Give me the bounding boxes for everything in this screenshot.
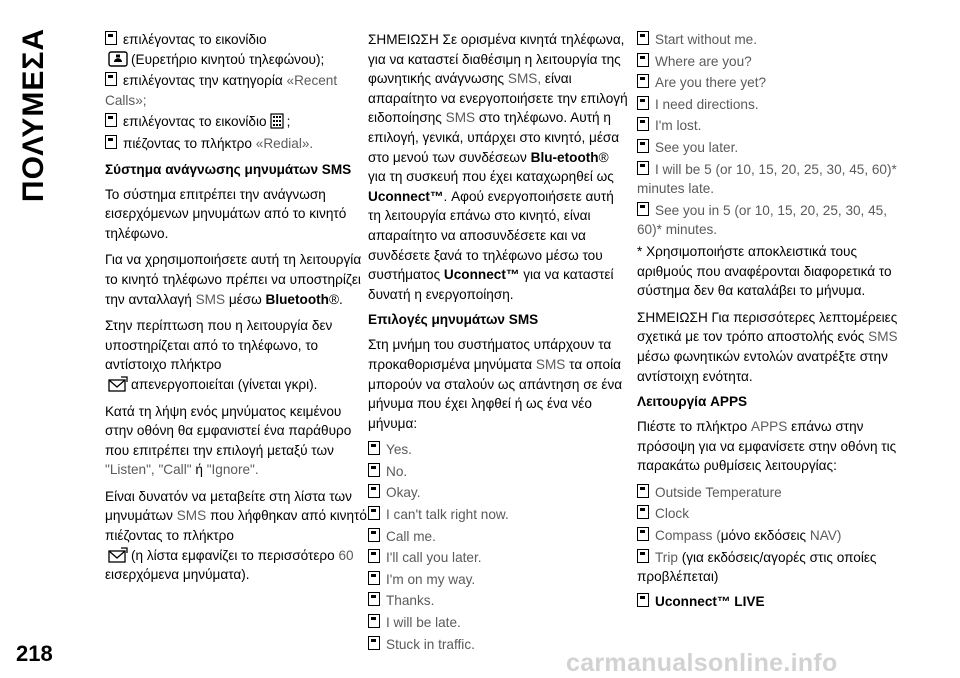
- list-item: Where are you?: [637, 52, 899, 72]
- bullet-icon: [368, 592, 380, 606]
- list-item: Trip (για εκδόσεις/αγορές στις οποίες προβλέπεται): [637, 549, 877, 585]
- list-item: I will be 5 (or 10, 15, 20, 25, 30, 45, 60)* minutes late.: [637, 161, 897, 197]
- list-item: Stuck in traffic.: [368, 635, 630, 655]
- section-heading-sms-reader: Σύστημα ανάγνωσης μηνυμάτων SMS: [105, 161, 352, 177]
- watermark: carmanualsonline.info: [566, 649, 838, 677]
- section-side-title: [14, 27, 54, 203]
- bullet-icon: [637, 117, 649, 131]
- paragraph-unsupported: Στην περίπτωση που η λειτουργία δεν υποστηρίζεται από το τηλέφωνο, το αντίστοιχο πλήκτρο απενεργοποιείται (γίνεται γκρι).: [105, 318, 333, 392]
- bullet-icon: [637, 593, 649, 607]
- bullet-icon: [368, 636, 380, 650]
- paragraph-note-sms: ΣΗΜΕΙΩΣΗ Σε ορισμένα κινητά τηλέφωνα, για να καταστεί διαθέσιμη η λειτουργία της φωνητικής ανάγνωσης SMS, είναι απαραίτητο να ενεργοποιήσετε την επιλογή ειδοποίησης SMS στο τηλέφωνο. Αυτή η επιλογή, γενικά, υπάρχει στο κινητό, μέσα στο μενού των συνδέσεων Blu-etooth® για τη συσκευή που έχει καταχωρηθεί ως Uconnect™. Αφού ενεργοποιήσετε αυτή τη λειτουργία επάνω στο κινητό, είναι απαραίτητο να αποσυνδέσετε και να συνδέσετε ξανά το τηλέφωνο μέσω του συστήματος Uconnect™ για να καταστεί δυνατή η ενεργοποίηση.: [368, 32, 628, 302]
- column-2: [368, 30, 630, 656]
- bullet-icon: [637, 549, 649, 563]
- bullet-icon: [368, 463, 380, 477]
- bullet-icon: [368, 614, 380, 628]
- bullet-icon: [637, 96, 649, 110]
- list-item: I'll call you later.: [368, 548, 630, 568]
- list-item: No.: [368, 462, 630, 482]
- list-item: Compass (μόνο εκδόσεις NAV): [637, 526, 899, 546]
- sms-envelope-icon: [108, 376, 128, 392]
- bullet-keypad-icon: επιλέγοντας το εικονίδιο ;: [105, 112, 367, 132]
- keypad-icon: [270, 113, 284, 129]
- list-item: Uconnect™ LIVE: [637, 592, 899, 612]
- column-3: [637, 30, 899, 613]
- bullet-icon: [368, 571, 380, 585]
- list-item: Clock: [637, 504, 899, 524]
- bullet-icon: [637, 202, 649, 216]
- bullet-icon: [637, 139, 649, 153]
- list-item: Yes.: [368, 440, 630, 460]
- bullet-icon: [637, 527, 649, 541]
- paragraph-predefined: Στη μνήμη του συστήματος υπάρχουν τα προκαθορισμένα μηνύματα SMS τα οποία μπορούν να σταλούν ως απάντηση σε ένα μήνυμα που έχει ληφθεί ή ως ένα νέο μήνυμα:: [368, 337, 623, 431]
- paragraph-note-voice: ΣΗΜΕΙΩΣΗ Για περισσότερες λεπτομέρειες σχετικά με τον τρόπο αποστολής ενός SMS μέσω φωνητικών εντολών ανατρέξτε στην αντίστοιχη ενότητα.: [637, 309, 898, 384]
- bullet-icon: [637, 161, 649, 175]
- bullet-icon: [368, 506, 380, 520]
- list-item: I need directions.: [637, 95, 899, 115]
- list-item: I can't talk right now.: [368, 505, 630, 525]
- message-list-continued: [637, 30, 899, 240]
- side-title-text: ΠΟΛΥΜΕΣΑ: [17, 27, 51, 203]
- message-list: [368, 440, 630, 654]
- bullet-icon: [105, 135, 117, 149]
- bullet-icon: [637, 53, 649, 67]
- bullet-icon: [637, 74, 649, 88]
- list-item: I'm lost.: [637, 116, 899, 136]
- bullet-icon: [368, 484, 380, 498]
- paragraph-list: Είναι δυνατόν να μεταβείτε στη λίστα των μηνυμάτων SMS που λήφθηκαν από κινητό πιέζοντας το πλήκτρο (η λίστα εμφανίζει το περισσότερο 60 εισερχόμενα μηνύματα).: [105, 488, 367, 583]
- paragraph-incoming: Κατά τη λήψη ενός μηνύματος κειμένου στην οθόνη θα εμφανιστεί ένα παράθυρο που επιτρέπει την επιλογή μεταξύ των "Listen", "Call" ή "Ignore".: [105, 403, 352, 478]
- column-1: [105, 30, 367, 592]
- page-number: 218: [16, 641, 53, 666]
- list-item: Outside Temperature: [637, 483, 899, 503]
- bullet-redial: πιέζοντας το πλήκτρο «Redial».: [105, 134, 367, 154]
- list-item: Start without me.: [637, 30, 899, 50]
- section-heading-sms-options: Επιλογές μηνυμάτων SMS: [368, 312, 539, 328]
- list-item: I will be late.: [368, 613, 630, 633]
- list-item: Thanks.: [368, 591, 630, 611]
- bullet-icon: [368, 441, 380, 455]
- bullet-icon: [368, 549, 380, 563]
- bullet-icon: [637, 31, 649, 45]
- list-item: Okay.: [368, 483, 630, 503]
- list-item: See you later.: [637, 138, 899, 158]
- list-item: See you in 5 (or 10, 15, 20, 25, 30, 45, 60)* minutes.: [637, 202, 888, 238]
- paragraph-intro: Το σύστημα επιτρέπει την ανάγνωση εισερχόμενων μηνυμάτων από το κινητό τηλέφωνο.: [105, 186, 347, 241]
- list-item: Are you there yet?: [637, 73, 899, 93]
- paragraph-apps: Πιέστε το πλήκτρο APPS επάνω στην πρόσοψη για να εμφανίσετε στην οθόνη τις παρακάτω ρυθμίσεις λειτουργίας:: [637, 419, 897, 474]
- apps-list: [637, 483, 899, 612]
- bullet-icon: [368, 528, 380, 542]
- paragraph-note-numbers: * Χρησιμοποιήστε αποκλειστικά τους αριθμούς που αναφέρονται διαφορετικά το σύστημα δεν θα καταλάβει το μήνυμα.: [637, 243, 892, 299]
- bullet-icon: [637, 484, 649, 498]
- phonebook-icon: [108, 51, 128, 67]
- sms-envelope-icon: [108, 547, 128, 563]
- bullet-phonebook-icon: επιλέγοντας το εικονίδιο (Ευρετήριο κινητού τηλεφώνου);: [105, 30, 367, 69]
- bullet-icon: [105, 72, 117, 86]
- bullet-icon: [105, 31, 117, 45]
- bullet-recent-calls: επιλέγοντας την κατηγορία «Recent Calls»;: [105, 73, 338, 108]
- list-item: I'm on my way.: [368, 570, 630, 590]
- bullet-icon: [637, 505, 649, 519]
- paragraph-requirements: Για να χρησιμοποιήσετε αυτή τη λειτουργία το κινητό τηλέφωνο πρέπει να υποστηρίζει την ανταλλαγή SMS μέσω Bluetooth®.: [105, 252, 362, 307]
- list-item: Call me.: [368, 527, 630, 547]
- section-heading-apps: Λειτουργία APPS: [637, 394, 748, 410]
- bullet-icon: [105, 113, 117, 127]
